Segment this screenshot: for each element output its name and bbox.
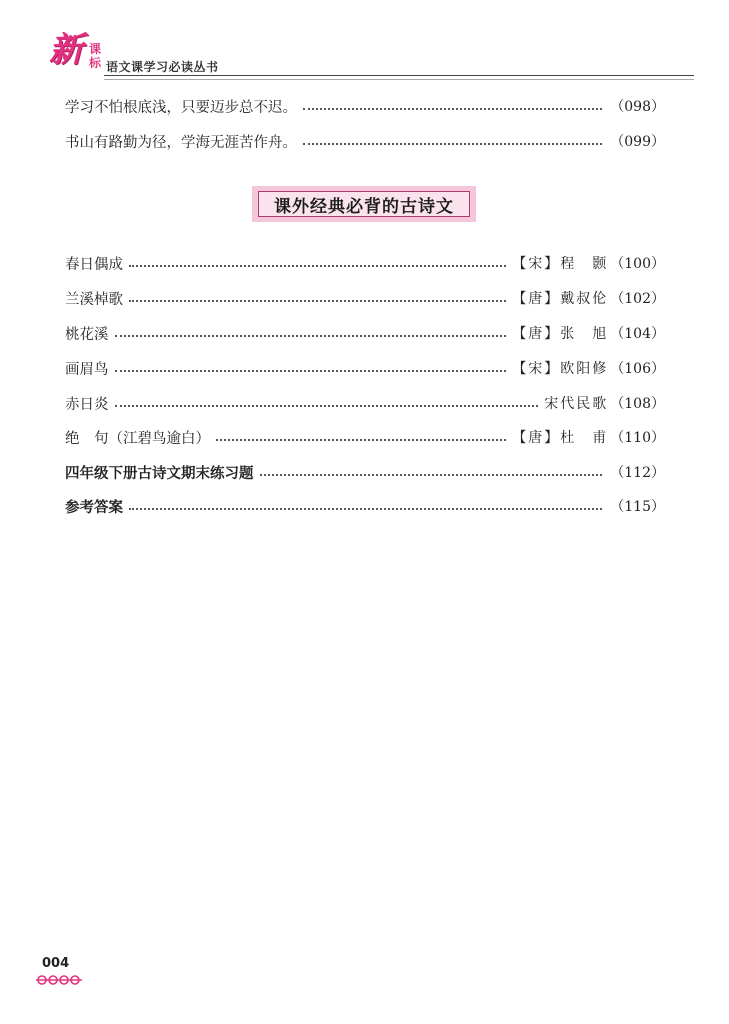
toc-entry-page: （106）: [610, 361, 665, 377]
toc-entry-title: 桃花溪: [65, 326, 109, 343]
toc-entry-title: 书山有路勤为径，学海无涯苦作舟。: [65, 134, 297, 151]
section-title: 课外经典必背的古诗文: [258, 191, 470, 217]
toc-entry-page: （108）: [610, 396, 665, 412]
section-banner: [252, 186, 476, 222]
toc-entry-author: 【唐】戴叔伦: [512, 291, 609, 307]
ornament-icon: [34, 970, 84, 990]
toc-entry-title: 赤日炎: [65, 396, 109, 413]
page-header: [0, 0, 729, 80]
toc-leader-dots: [115, 370, 507, 372]
toc-entry-page: （100）: [610, 256, 665, 272]
toc-entry[interactable]: [65, 494, 665, 518]
header-rule: [104, 75, 694, 76]
toc-entry[interactable]: [65, 129, 665, 153]
toc-entry-title: 兰溪棹歌: [65, 291, 123, 308]
toc-leader-dots: [115, 405, 539, 407]
toc-leader-dots: [216, 439, 506, 441]
series-logo: 新: [49, 30, 83, 70]
toc-entry-page: （104）: [610, 326, 665, 342]
toc-leader-dots: [115, 335, 507, 337]
toc-leader-dots: [303, 143, 602, 145]
page-number: 004: [42, 956, 70, 971]
toc-entry-page: （112）: [610, 465, 665, 481]
toc-entry[interactable]: [65, 321, 665, 345]
toc-entry-title: 四年级下册古诗文期末练习题: [65, 465, 254, 482]
toc-entry[interactable]: [65, 425, 665, 449]
toc-leader-dots: [129, 508, 602, 510]
toc-entry-author: 【唐】杜 甫: [512, 430, 609, 446]
toc-entry-title: 学习不怕根底浅，只要迈步总不迟。: [65, 99, 297, 116]
toc-entry-page: （115）: [610, 499, 665, 515]
toc-entry[interactable]: [65, 286, 665, 310]
toc-entry-author: 宋代民歌: [544, 396, 609, 412]
logo-char-ke: 课: [89, 42, 102, 56]
logo-char-biao: 标: [89, 56, 102, 70]
toc-entry-title: 画眉鸟: [65, 361, 109, 378]
toc-entry-page: （098）: [610, 99, 665, 115]
toc-entry-page: （099）: [610, 134, 665, 150]
toc-entry[interactable]: [65, 391, 665, 415]
series-logo-subtitle: [89, 42, 105, 70]
toc-entry-title: 绝 句（江碧鸟逾白）: [65, 430, 210, 447]
toc-entry[interactable]: [65, 94, 665, 118]
series-title: 语文课学习必读丛书: [106, 60, 219, 74]
toc-entry-title: 春日偶成: [65, 256, 123, 273]
toc-leader-dots: [129, 265, 506, 267]
toc-leader-dots: [129, 300, 506, 302]
toc-entry-author: 【宋】程 颢: [512, 256, 609, 272]
toc-entry[interactable]: [65, 251, 665, 275]
toc-leader-dots: [303, 108, 602, 110]
toc-entry[interactable]: [65, 356, 665, 380]
toc-entry-page: （110）: [610, 430, 665, 446]
toc-entry[interactable]: [65, 460, 665, 484]
header-rule-thin: [104, 79, 694, 80]
toc-leader-dots: [260, 474, 603, 476]
toc-entry-page: （102）: [610, 291, 665, 307]
toc-entry-author: 【宋】欧阳修: [512, 361, 609, 377]
toc-entry-author: 【唐】张 旭: [512, 326, 609, 342]
toc-entry-title: 参考答案: [65, 499, 123, 516]
